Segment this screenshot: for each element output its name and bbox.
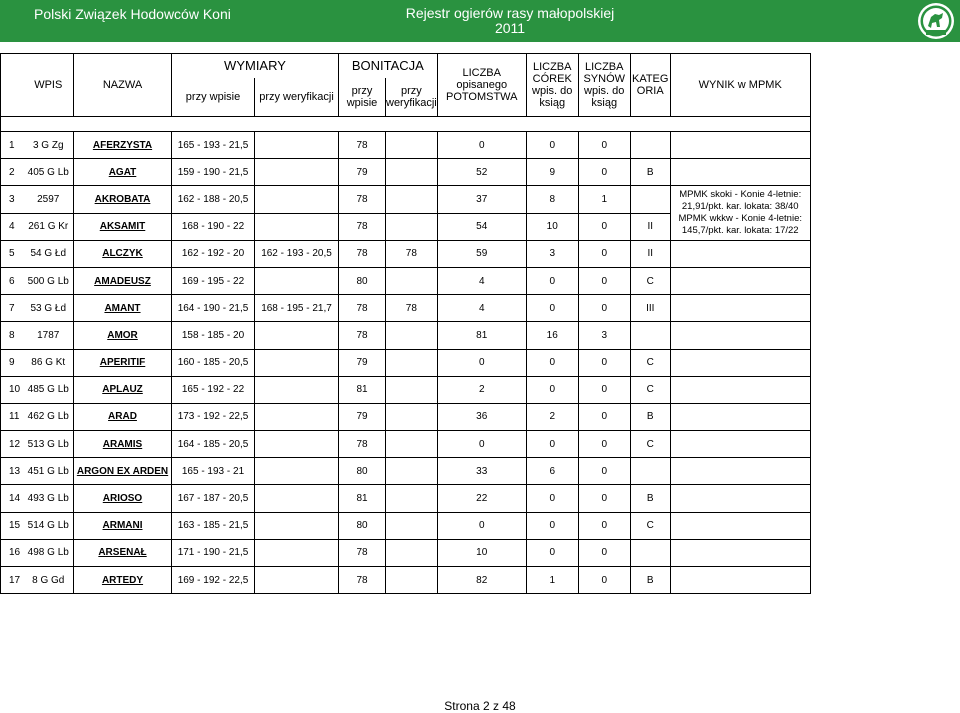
row-kategoria xyxy=(630,186,670,213)
row-kategoria: C xyxy=(630,267,670,294)
table-row xyxy=(1,431,811,458)
row-wymiary-wpisie: 171 - 190 - 21,5 xyxy=(172,539,255,566)
row-wynik xyxy=(670,349,810,376)
row-nazwa: ARAD xyxy=(74,403,172,430)
row-bonitacja-wpisie: 80 xyxy=(339,512,386,539)
row-wpis: 2597 xyxy=(24,186,74,213)
row-potomstwo: 4 xyxy=(437,267,526,294)
row-wymiary-weryfikacji xyxy=(255,512,339,539)
row-synowie: 3 xyxy=(578,322,630,349)
row-potomstwo: 4 xyxy=(437,295,526,322)
row-bonitacja-weryfikacji xyxy=(386,485,438,512)
row-number: 12 xyxy=(1,431,24,458)
row-wymiary-wpisie: 163 - 185 - 21,5 xyxy=(172,512,255,539)
row-corki: 0 xyxy=(526,376,578,403)
row-potomstwo: 0 xyxy=(437,349,526,376)
row-wynik xyxy=(670,512,810,539)
row-bonitacja-weryfikacji xyxy=(386,322,438,349)
row-wymiary-wpisie: 169 - 195 - 22 xyxy=(172,267,255,294)
row-corki: 0 xyxy=(526,349,578,376)
table-row xyxy=(1,567,811,594)
potomstwo-header: LICZBA opisanego POTOMSTWA xyxy=(437,54,526,117)
row-number: 11 xyxy=(1,403,24,430)
table-row xyxy=(1,267,811,294)
row-bonitacja-weryfikacji xyxy=(386,376,438,403)
row-wpis: 54 G Łd xyxy=(24,240,74,267)
table-row xyxy=(1,539,811,566)
row-wymiary-wpisie: 158 - 185 - 20 xyxy=(172,322,255,349)
row-number: 3 xyxy=(1,186,24,213)
row-bonitacja-wpisie: 81 xyxy=(339,376,386,403)
row-bonitacja-wpisie: 81 xyxy=(339,485,386,512)
row-nazwa: ARSENAŁ xyxy=(74,539,172,566)
row-bonitacja-weryfikacji xyxy=(386,186,438,213)
row-bonitacja-wpisie: 78 xyxy=(339,186,386,213)
row-potomstwo: 37 xyxy=(437,186,526,213)
row-synowie: 0 xyxy=(578,431,630,458)
row-number: 8 xyxy=(1,322,24,349)
row-number: 4 xyxy=(1,213,24,240)
row-kategoria: C xyxy=(630,349,670,376)
row-potomstwo: 0 xyxy=(437,132,526,159)
kategoria-header: KATEG ORIA xyxy=(630,54,670,117)
row-bonitacja-weryfikacji xyxy=(386,132,438,159)
row-potomstwo: 52 xyxy=(437,159,526,186)
row-number: 14 xyxy=(1,485,24,512)
row-nazwa: ARGON EX ARDEN xyxy=(74,458,172,485)
row-bonitacja-wpisie: 78 xyxy=(339,567,386,594)
wymiary-wpisie-header: przy wpisie xyxy=(172,78,255,117)
row-wpis: 261 G Kr xyxy=(24,213,74,240)
row-wymiary-weryfikacji xyxy=(255,267,339,294)
row-synowie: 0 xyxy=(578,403,630,430)
row-wynik xyxy=(670,567,810,594)
row-nazwa: AMANT xyxy=(74,295,172,322)
mpmk-result-note: MPMK skoki - Konie 4-letnie: 21,91/pkt. kar. lokata: 38/40 MPMK wkkw - Konie 4-letnie: 145,7/pkt. kar. lokata: 17/22 xyxy=(670,186,810,240)
row-wymiary-weryfikacji xyxy=(255,403,339,430)
row-kategoria xyxy=(630,132,670,159)
row-number: 1 xyxy=(1,132,24,159)
row-synowie: 0 xyxy=(578,567,630,594)
row-bonitacja-wpisie: 78 xyxy=(339,213,386,240)
bonitacja-header: BONITACJA xyxy=(339,54,438,79)
row-wymiary-wpisie: 168 - 190 - 22 xyxy=(172,213,255,240)
row-wymiary-weryfikacji xyxy=(255,322,339,349)
row-synowie: 0 xyxy=(578,458,630,485)
wymiary-weryfikacji-header: przy weryfikacji xyxy=(255,78,339,117)
row-bonitacja-weryfikacji: 78 xyxy=(386,240,438,267)
row-wymiary-wpisie: 165 - 192 - 22 xyxy=(172,376,255,403)
bonitacja-wpisie-header: przy wpisie xyxy=(339,78,386,117)
row-wymiary-wpisie: 164 - 185 - 20,5 xyxy=(172,431,255,458)
row-nazwa: AKROBATA xyxy=(74,186,172,213)
row-wpis: 514 G Lb xyxy=(24,512,74,539)
row-wymiary-weryfikacji xyxy=(255,349,339,376)
row-wymiary-wpisie: 165 - 193 - 21 xyxy=(172,458,255,485)
row-bonitacja-wpisie: 78 xyxy=(339,539,386,566)
row-wymiary-weryfikacji: 168 - 195 - 21,7 xyxy=(255,295,339,322)
row-nazwa: APERITIF xyxy=(74,349,172,376)
row-synowie: 0 xyxy=(578,295,630,322)
row-kategoria: C xyxy=(630,431,670,458)
row-wymiary-weryfikacji xyxy=(255,213,339,240)
row-bonitacja-weryfikacji xyxy=(386,267,438,294)
row-potomstwo: 0 xyxy=(437,512,526,539)
stallion-register-table xyxy=(0,53,811,594)
table-row xyxy=(1,349,811,376)
row-corki: 0 xyxy=(526,431,578,458)
row-wymiary-wpisie: 164 - 190 - 21,5 xyxy=(172,295,255,322)
row-wymiary-weryfikacji xyxy=(255,485,339,512)
document-title xyxy=(380,6,640,36)
row-bonitacja-weryfikacji xyxy=(386,431,438,458)
row-bonitacja-weryfikacji xyxy=(386,512,438,539)
row-corki: 16 xyxy=(526,322,578,349)
row-wpis: 462 G Lb xyxy=(24,403,74,430)
row-kategoria: B xyxy=(630,403,670,430)
row-wymiary-weryfikacji xyxy=(255,458,339,485)
row-nazwa: AFERZYSTA xyxy=(74,132,172,159)
row-wymiary-weryfikacji xyxy=(255,186,339,213)
row-wymiary-weryfikacji xyxy=(255,567,339,594)
corki-header: LICZBA CÓREK wpis. do ksiąg xyxy=(526,54,578,117)
row-wpis: 513 G Lb xyxy=(24,431,74,458)
table-row xyxy=(1,240,811,267)
wymiary-header: WYMIARY xyxy=(172,54,339,79)
row-number: 17 xyxy=(1,567,24,594)
row-corki: 10 xyxy=(526,213,578,240)
row-bonitacja-wpisie: 78 xyxy=(339,322,386,349)
row-nazwa: ARMANI xyxy=(74,512,172,539)
row-wpis: 3 G Zg xyxy=(24,132,74,159)
row-synowie: 0 xyxy=(578,240,630,267)
row-corki: 1 xyxy=(526,567,578,594)
row-nazwa: AMOR xyxy=(74,322,172,349)
row-wynik xyxy=(670,132,810,159)
row-corki: 0 xyxy=(526,132,578,159)
row-corki: 0 xyxy=(526,295,578,322)
row-nazwa: ALCZYK xyxy=(74,240,172,267)
row-number: 5 xyxy=(1,240,24,267)
row-wymiary-wpisie: 162 - 188 - 20,5 xyxy=(172,186,255,213)
row-wpis: 1787 xyxy=(24,322,74,349)
table-row xyxy=(1,403,811,430)
row-wymiary-weryfikacji xyxy=(255,132,339,159)
row-bonitacja-weryfikacji xyxy=(386,567,438,594)
row-kategoria: C xyxy=(630,376,670,403)
row-corki: 3 xyxy=(526,240,578,267)
row-corki: 0 xyxy=(526,267,578,294)
table-row xyxy=(1,485,811,512)
row-potomstwo: 36 xyxy=(437,403,526,430)
row-kategoria xyxy=(630,458,670,485)
row-potomstwo: 54 xyxy=(437,213,526,240)
row-synowie: 0 xyxy=(578,213,630,240)
spacer-row xyxy=(1,117,811,132)
row-potomstwo: 59 xyxy=(437,240,526,267)
row-bonitacja-weryfikacji xyxy=(386,458,438,485)
row-wymiary-weryfikacji: 162 - 193 - 20,5 xyxy=(255,240,339,267)
organization-name: Polski Związek Hodowców Koni xyxy=(34,6,231,22)
row-bonitacja-wpisie: 78 xyxy=(339,431,386,458)
row-wymiary-wpisie: 162 - 192 - 20 xyxy=(172,240,255,267)
row-wynik xyxy=(670,322,810,349)
row-wymiary-wpisie: 169 - 192 - 22,5 xyxy=(172,567,255,594)
row-synowie: 0 xyxy=(578,349,630,376)
row-bonitacja-wpisie: 78 xyxy=(339,132,386,159)
row-potomstwo: 0 xyxy=(437,431,526,458)
row-bonitacja-weryfikacji xyxy=(386,539,438,566)
row-nazwa: ARIOSO xyxy=(74,485,172,512)
row-potomstwo: 82 xyxy=(437,567,526,594)
row-nazwa: AMADEUSZ xyxy=(74,267,172,294)
row-synowie: 0 xyxy=(578,485,630,512)
row-synowie: 1 xyxy=(578,186,630,213)
row-corki: 0 xyxy=(526,485,578,512)
row-bonitacja-wpisie: 79 xyxy=(339,403,386,430)
row-nazwa: ARAMIS xyxy=(74,431,172,458)
row-wpis: 8 G Gd xyxy=(24,567,74,594)
table-row xyxy=(1,512,811,539)
row-kategoria: II xyxy=(630,213,670,240)
row-wynik xyxy=(670,431,810,458)
row-wynik xyxy=(670,485,810,512)
row-corki: 9 xyxy=(526,159,578,186)
title-line-2: 2011 xyxy=(494,20,526,36)
row-wymiary-wpisie: 173 - 192 - 22,5 xyxy=(172,403,255,430)
page-header xyxy=(0,0,960,42)
bonitacja-weryfikacji-header: przy weryfikacji xyxy=(386,78,438,117)
row-synowie: 0 xyxy=(578,267,630,294)
row-potomstwo: 81 xyxy=(437,322,526,349)
row-kategoria: B xyxy=(630,159,670,186)
table-row xyxy=(1,159,811,186)
row-wymiary-weryfikacji xyxy=(255,376,339,403)
row-wymiary-weryfikacji xyxy=(255,159,339,186)
row-wynik xyxy=(670,295,810,322)
table-row xyxy=(1,458,811,485)
row-number: 6 xyxy=(1,267,24,294)
row-synowie: 0 xyxy=(578,376,630,403)
nazwa-header: NAZWA xyxy=(74,54,172,117)
row-bonitacja-weryfikacji: 78 xyxy=(386,295,438,322)
table-row xyxy=(1,376,811,403)
lp-header xyxy=(1,54,24,117)
row-wynik xyxy=(670,159,810,186)
row-bonitacja-weryfikacji xyxy=(386,349,438,376)
row-nazwa: ARTEDY xyxy=(74,567,172,594)
table-row xyxy=(1,322,811,349)
row-synowie: 0 xyxy=(578,132,630,159)
row-nazwa: AKSAMIT xyxy=(74,213,172,240)
row-kategoria xyxy=(630,539,670,566)
row-kategoria: II xyxy=(630,240,670,267)
table-row xyxy=(1,295,811,322)
row-bonitacja-wpisie: 80 xyxy=(339,267,386,294)
row-wpis: 86 G Kt xyxy=(24,349,74,376)
row-wpis: 405 G Lb xyxy=(24,159,74,186)
row-wymiary-weryfikacji xyxy=(255,539,339,566)
row-wymiary-weryfikacji xyxy=(255,431,339,458)
wynik-header: WYNIK w MPMK xyxy=(670,54,810,117)
row-nazwa: APLAUZ xyxy=(74,376,172,403)
page-number: Strona 2 z 48 xyxy=(444,699,516,713)
row-wymiary-wpisie: 165 - 193 - 21,5 xyxy=(172,132,255,159)
row-potomstwo: 10 xyxy=(437,539,526,566)
row-potomstwo: 2 xyxy=(437,376,526,403)
row-number: 13 xyxy=(1,458,24,485)
synowie-header: LICZBA SYNÓW wpis. do ksiąg xyxy=(578,54,630,117)
row-bonitacja-wpisie: 78 xyxy=(339,295,386,322)
row-wymiary-wpisie: 167 - 187 - 20,5 xyxy=(172,485,255,512)
row-bonitacja-wpisie: 79 xyxy=(339,159,386,186)
row-synowie: 0 xyxy=(578,159,630,186)
row-number: 2 xyxy=(1,159,24,186)
row-kategoria xyxy=(630,322,670,349)
row-kategoria: B xyxy=(630,485,670,512)
row-corki: 0 xyxy=(526,539,578,566)
row-wynik xyxy=(670,267,810,294)
row-number: 15 xyxy=(1,512,24,539)
row-wpis: 500 G Lb xyxy=(24,267,74,294)
row-synowie: 0 xyxy=(578,539,630,566)
row-kategoria: B xyxy=(630,567,670,594)
row-corki: 6 xyxy=(526,458,578,485)
row-number: 10 xyxy=(1,376,24,403)
table-row xyxy=(1,132,811,159)
row-corki: 8 xyxy=(526,186,578,213)
row-wpis: 53 G Łd xyxy=(24,295,74,322)
row-bonitacja-wpisie: 80 xyxy=(339,458,386,485)
row-bonitacja-weryfikacji xyxy=(386,213,438,240)
row-bonitacja-wpisie: 78 xyxy=(339,240,386,267)
title-line-1: Rejestr ogierów rasy małopolskiej xyxy=(405,5,615,21)
row-number: 7 xyxy=(1,295,24,322)
row-wynik xyxy=(670,539,810,566)
row-corki: 0 xyxy=(526,512,578,539)
row-wynik xyxy=(670,240,810,267)
table-row xyxy=(1,186,811,213)
row-wpis: 451 G Lb xyxy=(24,458,74,485)
row-wymiary-wpisie: 159 - 190 - 21,5 xyxy=(172,159,255,186)
row-nazwa: AGAT xyxy=(74,159,172,186)
wpis-header: WPIS xyxy=(24,54,74,117)
row-potomstwo: 33 xyxy=(437,458,526,485)
row-synowie: 0 xyxy=(578,512,630,539)
row-wynik xyxy=(670,458,810,485)
row-wynik xyxy=(670,403,810,430)
row-wpis: 498 G Lb xyxy=(24,539,74,566)
row-wpis: 493 G Lb xyxy=(24,485,74,512)
row-bonitacja-wpisie: 79 xyxy=(339,349,386,376)
row-wynik xyxy=(670,376,810,403)
row-wymiary-wpisie: 160 - 185 - 20,5 xyxy=(172,349,255,376)
pzhk-logo-icon xyxy=(917,2,955,40)
row-bonitacja-weryfikacji xyxy=(386,159,438,186)
row-corki: 2 xyxy=(526,403,578,430)
row-potomstwo: 22 xyxy=(437,485,526,512)
row-number: 9 xyxy=(1,349,24,376)
row-wpis: 485 G Lb xyxy=(24,376,74,403)
row-kategoria: III xyxy=(630,295,670,322)
row-bonitacja-weryfikacji xyxy=(386,403,438,430)
row-number: 16 xyxy=(1,539,24,566)
row-kategoria: C xyxy=(630,512,670,539)
